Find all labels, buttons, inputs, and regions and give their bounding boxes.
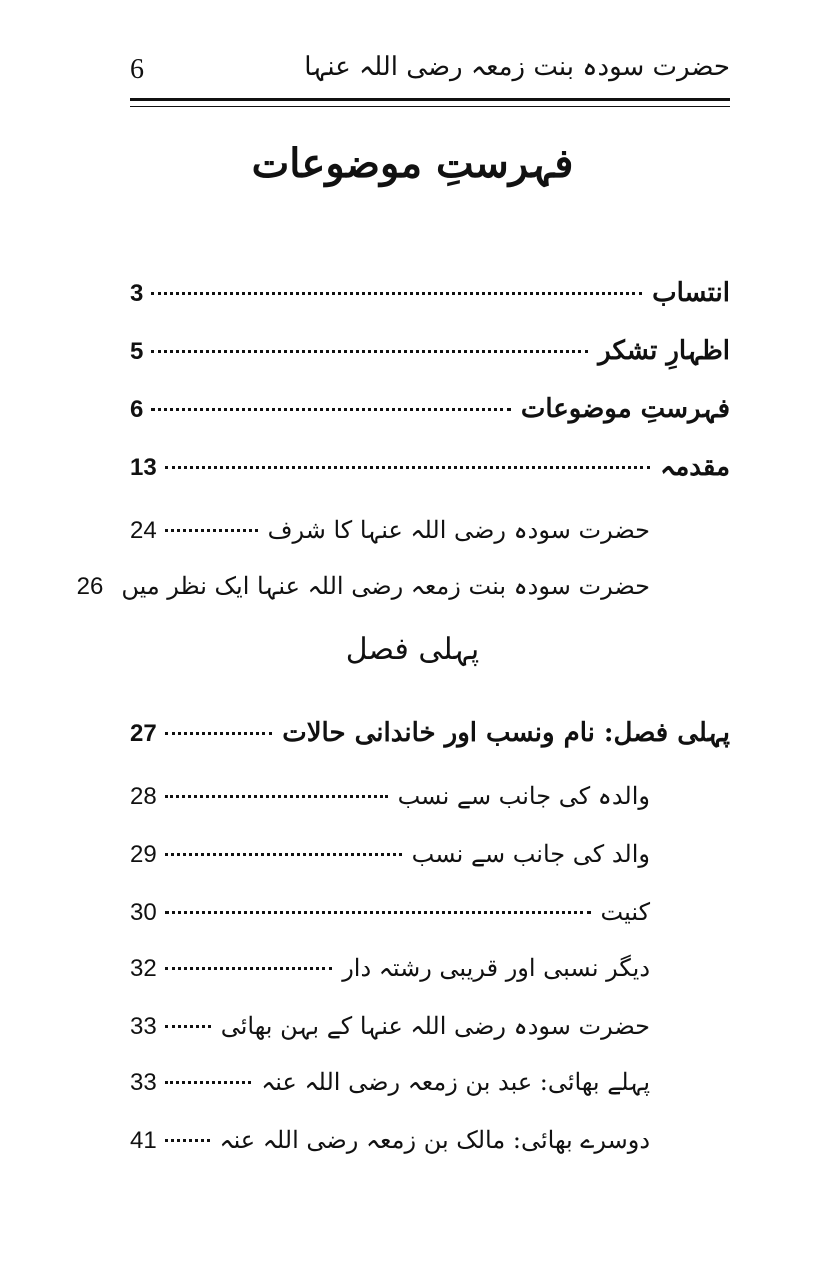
toc-leader-dots <box>165 529 258 532</box>
toc-leader-dots <box>165 1081 252 1084</box>
toc-entry-page: 24 <box>130 517 157 544</box>
toc-entry-title: حضرت سودہ رضی اللہ عنہا کا شرف <box>267 516 650 544</box>
toc-entry-page: 32 <box>130 955 157 982</box>
toc-entry[interactable] <box>130 898 650 938</box>
toc-entry-title: والد کی جانب سے نسب <box>411 840 650 868</box>
toc-entry[interactable] <box>130 516 650 556</box>
toc-entry[interactable] <box>76 572 650 612</box>
toc-entry[interactable] <box>130 336 730 376</box>
toc-leader-dots <box>165 466 650 469</box>
toc-leader-dots <box>165 967 333 970</box>
toc-entry-page: 26 <box>76 573 104 600</box>
toc-entry-title: اظہارِ تشکر <box>598 336 730 366</box>
toc-entry-title: دیگر نسبی اور قریبی رشتہ دار <box>342 954 650 982</box>
toc-entry-title: حضرت سودہ رضی اللہ عنہا کے بہن بھائی <box>220 1012 650 1040</box>
toc-leader-dots <box>165 732 273 735</box>
toc-entry-page: 13 <box>130 454 157 481</box>
section-heading: پہلی فصل <box>345 632 480 667</box>
toc-entry-title: پہلے بھائی: عبد بن زمعہ رضی اللہ عنہ <box>261 1068 650 1096</box>
toc-entry-title: والدہ کی جانب سے نسب <box>397 782 650 810</box>
toc-entry[interactable] <box>130 718 730 758</box>
toc-entry-page: 29 <box>130 841 157 868</box>
toc-leader-dots <box>151 408 510 411</box>
toc-entry-page: 30 <box>130 899 157 926</box>
toc-entry-page: 27 <box>130 720 157 747</box>
toc-entry-page: 6 <box>130 396 144 423</box>
toc-entry-page: 33 <box>130 1013 157 1040</box>
toc-entry[interactable] <box>130 782 650 822</box>
toc-leader-dots <box>165 853 402 856</box>
toc-entry-page: 28 <box>130 783 157 810</box>
toc-leader-dots <box>165 1139 210 1142</box>
toc-entry[interactable] <box>130 394 730 434</box>
toc-entry[interactable] <box>130 278 730 318</box>
toc-entry-title: پہلی فصل: نام ونسب اور خاندانی حالات <box>282 718 730 748</box>
toc-entry[interactable] <box>130 1068 650 1108</box>
toc-entry-page: 3 <box>130 280 144 307</box>
running-title: حضرت سودہ بنت زمعہ رضی اللہ عنہا <box>304 52 730 82</box>
toc-leader-dots <box>165 1025 211 1028</box>
toc-entry-page: 5 <box>130 338 144 365</box>
page-number: 6 <box>130 54 144 85</box>
toc-entry[interactable] <box>130 840 650 880</box>
toc-entry-title: حضرت سودہ بنت زمعہ رضی اللہ عنہا ایک نظر میں <box>121 572 650 600</box>
toc-entry-title: انتساب <box>652 278 730 308</box>
toc-leader-dots <box>165 911 591 914</box>
toc-leader-dots <box>151 350 588 353</box>
toc-leader-dots <box>165 795 388 798</box>
toc-entry[interactable] <box>130 452 730 492</box>
toc-entry[interactable] <box>130 1126 650 1166</box>
toc-entry-title: فہرستِ موضوعات <box>520 394 730 424</box>
toc-entry-page: 33 <box>130 1069 157 1096</box>
toc-entry[interactable] <box>130 1012 650 1052</box>
page-title: فہرستِ موضوعات <box>251 140 574 187</box>
toc-entry-title: دوسرے بھائی: مالک بن زمعہ رضی اللہ عنہ <box>219 1126 650 1154</box>
toc-entry[interactable] <box>130 954 650 994</box>
toc-entry-title: مقدمہ <box>660 452 730 482</box>
toc-leader-dots <box>151 292 642 295</box>
toc-entry-page: 41 <box>130 1127 157 1154</box>
toc-entry-title: کنیت <box>600 898 650 926</box>
